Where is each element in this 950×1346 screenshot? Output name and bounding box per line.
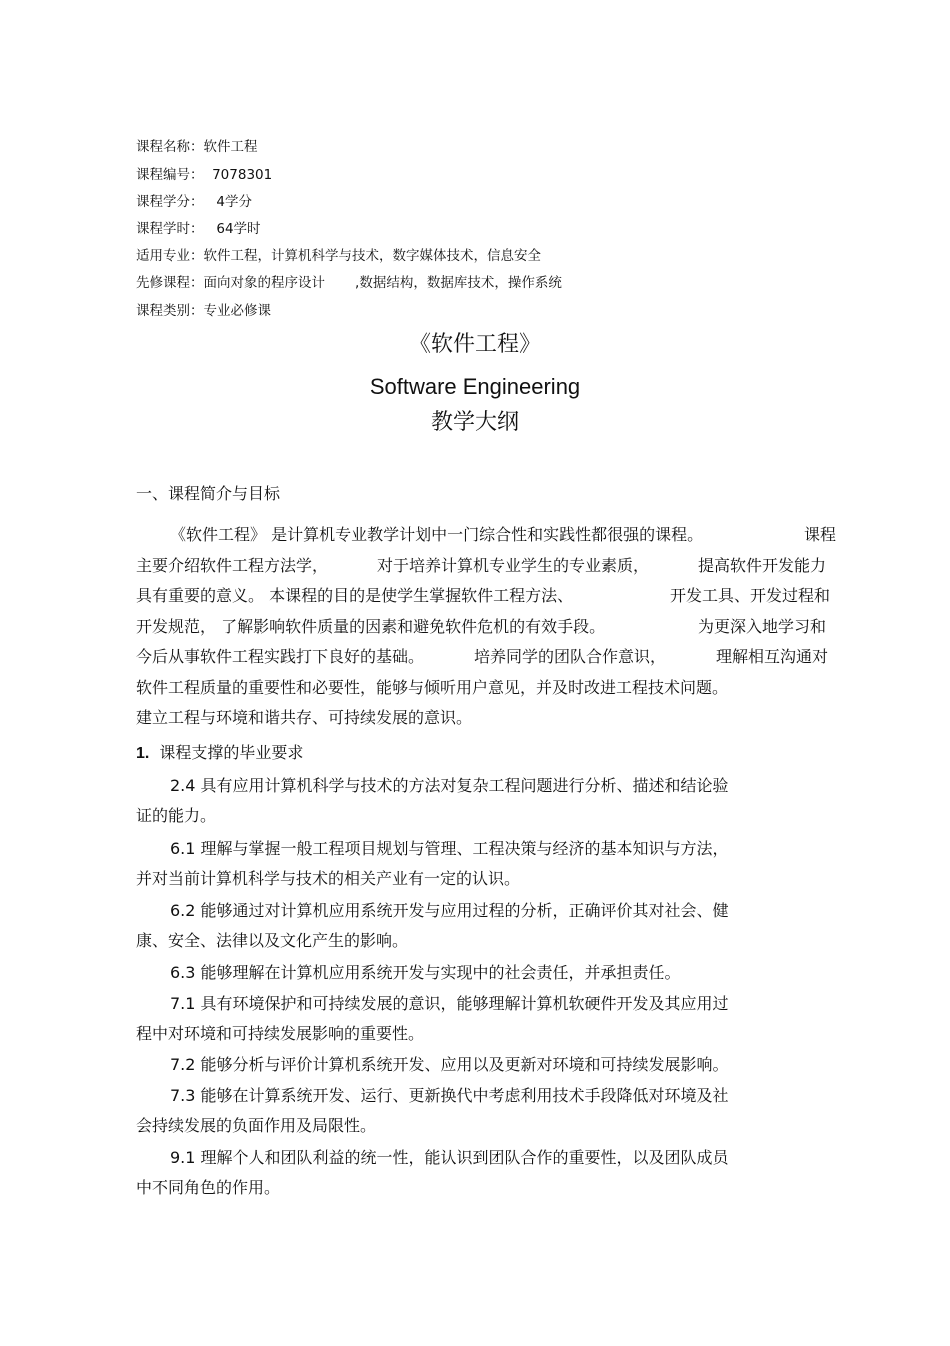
requirement-line-2: 并对当前计算机科学与技术的相关产业有一定的认识。 [136, 869, 521, 888]
meta-course-code: 课程编号： 7078301 [136, 167, 273, 183]
requirement-item [136, 896, 796, 956]
requirement-item [136, 989, 796, 1049]
text-fragment: 主要介绍软件工程方法学， [136, 555, 329, 575]
paragraph-line [136, 642, 828, 673]
text-fragment: 开发规范， 了解影响软件质量的因素和避免软件危机的有效手段。 [136, 616, 606, 636]
requirement-item [136, 834, 796, 894]
document-subtitle: 教学大纲 [430, 410, 519, 435]
requirement-line-1: 6.2 能够通过对计算机应用系统开发与应用过程的分析，正确评价其对社会、健 [170, 901, 729, 920]
paragraph-line [136, 612, 826, 643]
requirement-line-1: 6.1 理解与掌握一般工程项目规划与管理、工程决策与经济的基本知识与方法， [170, 839, 729, 858]
requirement-line-2: 康、安全、法律以及文化产生的影响。 [136, 931, 409, 950]
text-fragment: 培养同学的团队合作意识， [473, 647, 666, 666]
requirement-line-2: 证的能力。 [136, 806, 217, 825]
requirement-line-2: 会持续发展的负面作用及局限性。 [136, 1116, 377, 1135]
requirement-item [136, 958, 796, 988]
meta-course-credits: 课程学分： 4学分 [136, 194, 252, 210]
meta-course-category: 课程类别：专业必修课 [136, 303, 271, 319]
requirement-line-1: 7.3 能够在计算系统开发、运行、更新换代中考虑利用技术手段降低对环境及社 [170, 1086, 729, 1105]
requirement-line-1: 6.3 能够理解在计算机应用系统开发与实现中的社会责任，并承担责任。 [170, 963, 681, 982]
paragraph-line [136, 520, 836, 551]
requirements-number: 1. [136, 745, 150, 762]
paragraph-line [136, 703, 836, 734]
meta-course-hours: 课程学时： 64学时 [136, 221, 261, 237]
requirement-line-2: 中不同角色的作用。 [136, 1178, 281, 1197]
requirement-line-2: 程中对环境和可持续发展影响的重要性。 [136, 1024, 425, 1043]
requirement-line-1: 7.2 能够分析与评价计算机系统开发、应用以及更新对环境和可持续发展影响。 [170, 1055, 729, 1074]
section-heading: 一、课程简介与目标 [136, 484, 281, 503]
text-fragment: 理解相互沟通对 [715, 647, 828, 666]
text-fragment: 软件工程质量的重要性和必要性，能够与倾听用户意见，并及时改进工程技术问题。 [136, 677, 729, 697]
meta-prerequisites: 先修课程：面向对象的程序设计 ,数据结构，数据库技术，操作系统 [136, 275, 562, 291]
requirement-line-1: 7.1 具有环境保护和可持续发展的意识，能够理解计算机软硬件开发及其应用过 [170, 994, 729, 1013]
text-fragment: 今后从事软件工程实践打下良好的基础。 [136, 647, 425, 666]
requirements-heading-text: 课程支撑的毕业要求 [159, 743, 304, 762]
text-fragment: 课程 [803, 525, 836, 544]
text-fragment: 《软件工程》 是计算机专业教学计划中一门综合性和实践性都很强的课程。 [170, 525, 704, 544]
requirement-item [136, 1143, 796, 1203]
text-fragment: 提高软件开发能力 [697, 555, 826, 575]
paragraph-line [136, 581, 830, 612]
meta-course-name: 课程名称：软件工程 [136, 139, 258, 155]
meta-applicable-majors: 适用专业：软件工程，计算机科学与技术，数字媒体技术，信息安全 [136, 248, 541, 264]
document-title-en: Software Engineering [369, 374, 581, 399]
paragraph-line [136, 673, 836, 704]
text-fragment: 为更深入地学习和 [697, 616, 826, 636]
document-title-cn: 《软件工程》 [408, 332, 541, 357]
text-fragment: 具有重要的意义。 本课程的目的是使学生掌握软件工程方法、 [136, 586, 574, 605]
text-fragment: 建立工程与环境和谐共存、可持续发展的意识。 [136, 708, 473, 727]
requirement-item [136, 1050, 796, 1080]
intro-paragraph [136, 520, 836, 734]
requirement-line-1: 9.1 理解个人和团队利益的统一性，能认识到团队合作的重要性，以及团队成员 [170, 1148, 729, 1167]
requirement-item [136, 771, 796, 831]
requirement-item [136, 1081, 796, 1141]
text-fragment: 开发工具、开发过程和 [669, 586, 830, 605]
requirement-line-1: 2.4 具有应用计算机科学与技术的方法对复杂工程问题进行分析、描述和结论验 [170, 776, 729, 795]
text-fragment: 对于培养计算机专业学生的专业素质， [376, 555, 649, 575]
requirements-heading [136, 741, 303, 766]
paragraph-line [136, 551, 826, 582]
